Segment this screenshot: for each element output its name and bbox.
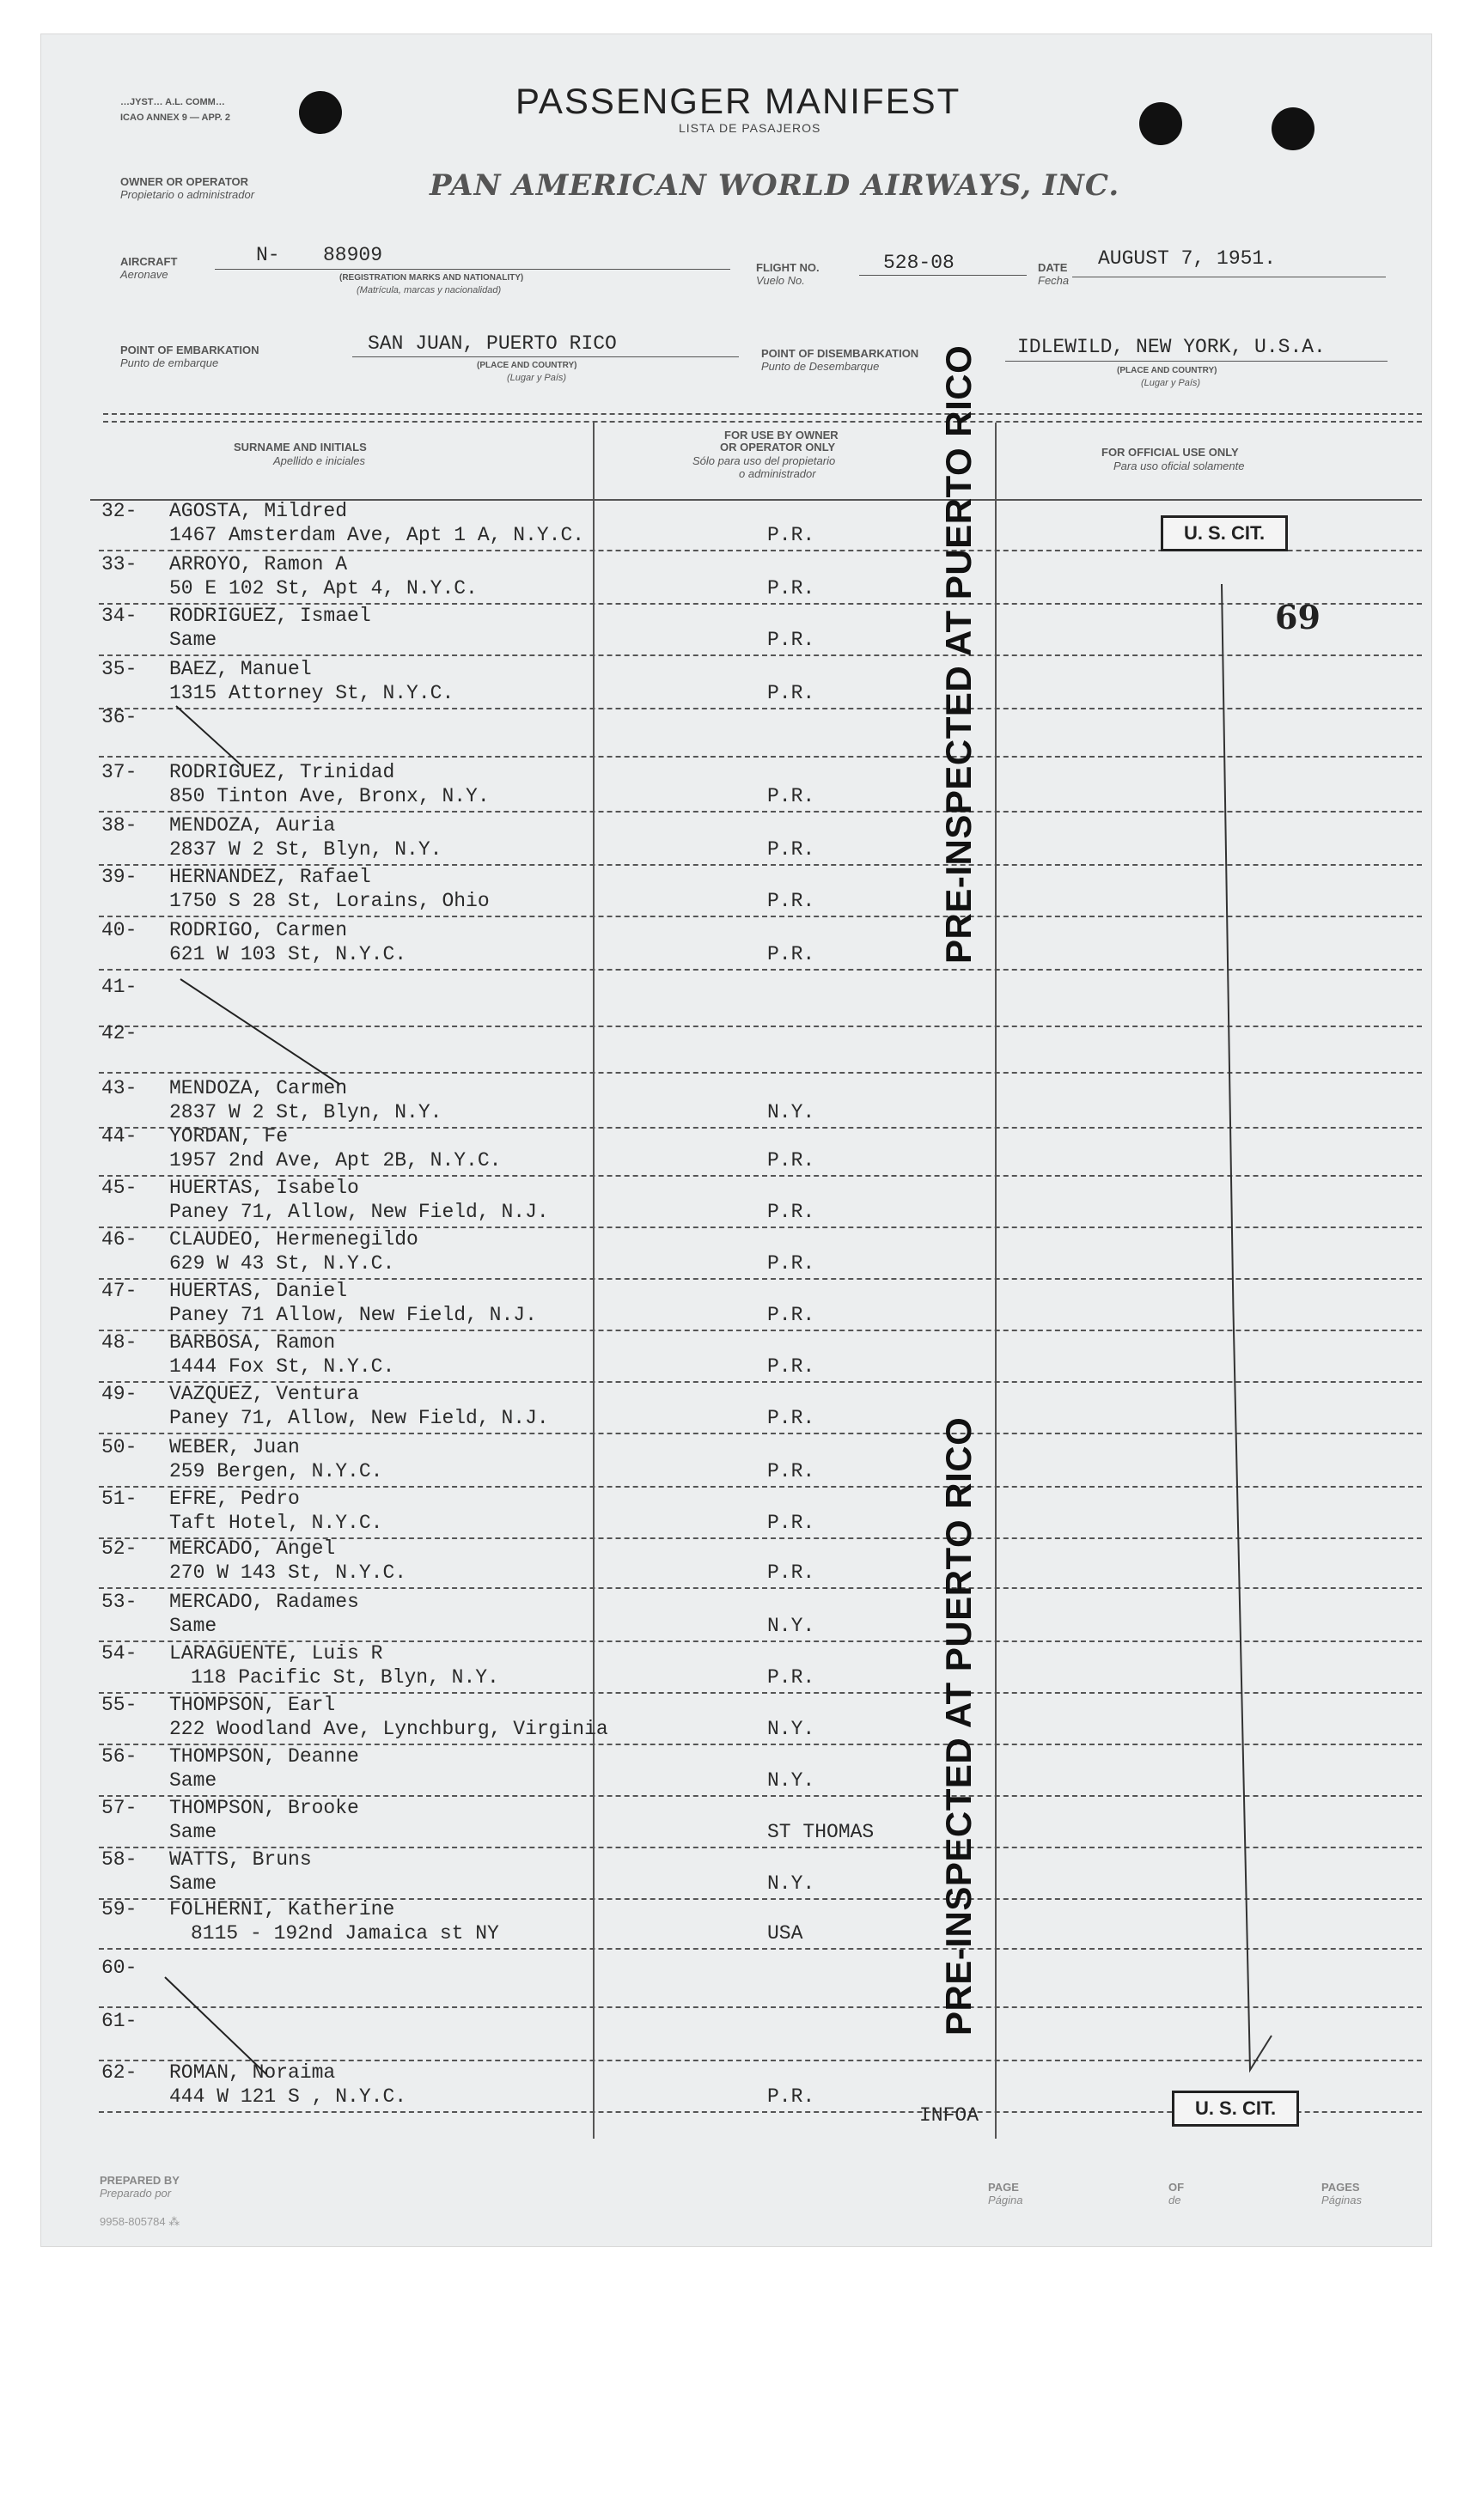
carrier-name: PAN AMERICAN WORLD AIRWAYS, INC. <box>430 168 1120 203</box>
passenger-name: ARROYO, Ramon A <box>169 553 348 575</box>
row-number: 32- <box>101 500 137 522</box>
col-surname-header-es: Apellido e iniciales <box>273 454 365 467</box>
row-number: 58- <box>101 1848 137 1871</box>
passenger-name: RODRIGUEZ, Ismael <box>169 605 371 627</box>
passenger-name: RODRIGUEZ, Trinidad <box>169 761 395 783</box>
row-number: 45- <box>101 1177 137 1199</box>
flight-label-es: Vuelo No. <box>756 274 805 287</box>
disembarkation-caption: (PLACE AND COUNTRY) <box>1117 366 1217 375</box>
disembarkation-caption-es: (Lugar y País) <box>1141 378 1201 388</box>
disembarkation-label-es: Punto de Desembarque <box>761 360 880 373</box>
owner-code: P.R. <box>767 838 815 861</box>
embarkation-label: POINT OF EMBARKATION <box>120 344 259 356</box>
passenger-address: 629 W 43 St, N.Y.C. <box>169 1252 395 1275</box>
owner-code: P.R. <box>767 524 815 546</box>
of-label-es: de <box>1168 2194 1181 2207</box>
passenger-address: 1444 Fox St, N.Y.C. <box>169 1355 395 1378</box>
corner-code-1: …JYST… A.L. COMM… <box>120 97 225 107</box>
embarkation-point: SAN JUAN, PUERTO RICO <box>368 332 617 355</box>
aircraft-caption: (REGISTRATION MARKS AND NATIONALITY) <box>339 273 524 283</box>
prepared-by-label-es: Preparado por <box>100 2187 172 2200</box>
row-number: 46- <box>101 1228 137 1251</box>
passenger-name: BAEZ, Manuel <box>169 658 312 680</box>
owner-code: ST THOMAS <box>767 1821 875 1843</box>
row-number: 48- <box>101 1331 137 1354</box>
row-number: 60- <box>101 1957 137 1979</box>
passenger-address: 8115 - 192nd Jamaica st NY <box>191 1922 499 1945</box>
row-number: 51- <box>101 1488 137 1510</box>
owner-code: P.R. <box>767 1460 815 1482</box>
passenger-address: 1315 Attorney St, N.Y.C. <box>169 682 454 704</box>
passenger-address: 259 Bergen, N.Y.C. <box>169 1460 383 1482</box>
passenger-name: EFRE, Pedro <box>169 1488 300 1510</box>
owner-code: P.R. <box>767 1666 815 1689</box>
prepared-by-label: PREPARED BY <box>100 2174 180 2187</box>
owner-code: P.R. <box>767 577 815 600</box>
date-label-es: Fecha <box>1038 274 1070 287</box>
row-number: 33- <box>101 553 137 575</box>
passenger-address: Same <box>169 629 217 651</box>
aircraft-label-es: Aeronave <box>120 268 168 281</box>
row-number: 62- <box>101 2061 137 2084</box>
row-number: 52- <box>101 1537 137 1560</box>
passenger-address: Same <box>169 1615 217 1637</box>
col-owner-header-1: FOR USE BY OWNER <box>724 429 839 441</box>
owner-code: P.R. <box>767 629 815 651</box>
passenger-address: 50 E 102 St, Apt 4, N.Y.C. <box>169 577 478 600</box>
page-label-es: Página <box>988 2194 1023 2207</box>
aircraft-registration: 88909 <box>323 244 383 266</box>
row-number: 41- <box>101 976 137 998</box>
embarkation-label-es: Punto de embarque <box>120 356 219 369</box>
row-number: 59- <box>101 1898 137 1920</box>
owner-code: P.R. <box>767 1304 815 1326</box>
passenger-name: MERCADO, Radames <box>169 1591 359 1613</box>
row-number: 56- <box>101 1745 137 1768</box>
row-number: 36- <box>101 706 137 728</box>
passenger-address: Paney 71 Allow, New Field, N.J. <box>169 1304 537 1326</box>
col-surname-header: SURNAME AND INITIALS <box>234 441 367 453</box>
row-number: 54- <box>101 1642 137 1665</box>
embarkation-caption-es: (Lugar y País) <box>507 373 567 383</box>
page-subtitle: LISTA DE PASAJEROS <box>679 121 821 135</box>
aircraft-label: AIRCRAFT <box>120 255 178 268</box>
passenger-name: FOLHERNI, Katherine <box>169 1898 395 1920</box>
owner-code: N.Y. <box>767 1769 815 1792</box>
page-label: PAGE <box>988 2181 1019 2194</box>
passenger-address: Paney 71, Allow, New Field, N.J. <box>169 1407 549 1429</box>
infoa-note: INFOA <box>919 2104 979 2127</box>
owner-code: N.Y. <box>767 1718 815 1740</box>
pre-inspected-stamp: PRE-INSPECTED AT PUERTO RICO <box>938 344 979 964</box>
owner-code: USA <box>767 1922 803 1945</box>
us-citizen-stamp: U. S. CIT. <box>1172 2091 1299 2127</box>
owner-code: N.Y. <box>767 1615 815 1637</box>
passenger-name: THOMPSON, Brooke <box>169 1797 359 1819</box>
passenger-name: CLAUDEO, Hermenegildo <box>169 1228 418 1251</box>
col-official-header: FOR OFFICIAL USE ONLY <box>1101 446 1239 459</box>
passenger-address: Same <box>169 1769 217 1792</box>
page-title: PASSENGER MANIFEST <box>515 81 961 121</box>
passenger-name: WATTS, Bruns <box>169 1848 312 1871</box>
row-number: 49- <box>101 1383 137 1405</box>
owner-label: OWNER OR OPERATOR <box>120 175 249 188</box>
owner-code: P.R. <box>767 1149 815 1172</box>
passenger-name: MENDOZA, Auria <box>169 814 336 837</box>
row-number: 37- <box>101 761 137 783</box>
owner-code: P.R. <box>767 682 815 704</box>
passenger-address: 850 Tinton Ave, Bronx, N.Y. <box>169 785 490 807</box>
owner-code: P.R. <box>767 1407 815 1429</box>
passenger-address: 621 W 103 St, N.Y.C. <box>169 943 407 965</box>
row-number: 47- <box>101 1280 137 1302</box>
passenger-address: 2837 W 2 St, Blyn, N.Y. <box>169 838 442 861</box>
passenger-name: HERNANDEZ, Rafael <box>169 866 371 888</box>
passenger-address: Taft Hotel, N.Y.C. <box>169 1512 383 1534</box>
pages-label: PAGES <box>1321 2181 1360 2194</box>
flight-label: FLIGHT NO. <box>756 261 820 274</box>
handwritten-count: 69 <box>1275 598 1321 636</box>
passenger-address: 444 W 121 S , N.Y.C. <box>169 2085 407 2108</box>
flight-number: 528-08 <box>883 252 955 274</box>
owner-code: P.R. <box>767 1561 815 1584</box>
row-number: 42- <box>101 1022 137 1044</box>
passenger-name: YORDAN, Fe <box>169 1125 289 1147</box>
passenger-name: AGOSTA, Mildred <box>169 500 348 522</box>
owner-code: P.R. <box>767 890 815 912</box>
embarkation-caption: (PLACE AND COUNTRY) <box>477 361 577 370</box>
passenger-address: Same <box>169 1821 217 1843</box>
passenger-address: 2837 W 2 St, Blyn, N.Y. <box>169 1101 442 1123</box>
of-label: OF <box>1168 2181 1185 2194</box>
passenger-address: Paney 71, Allow, New Field, N.J. <box>169 1201 549 1223</box>
passenger-address: 118 Pacific St, Blyn, N.Y. <box>191 1666 499 1689</box>
owner-code: N.Y. <box>767 1101 815 1123</box>
col-official-header-es: Para uso oficial solamente <box>1113 460 1245 472</box>
passenger-name: HUERTAS, Isabelo <box>169 1177 359 1199</box>
disembarkation-point: IDLEWILD, NEW YORK, U.S.A. <box>1017 336 1326 358</box>
pre-inspected-stamp: PRE-INSPECTED AT PUERTO RICO <box>938 1416 979 2036</box>
row-number: 61- <box>101 2010 137 2032</box>
row-number: 38- <box>101 814 137 837</box>
row-number: 35- <box>101 658 137 680</box>
owner-code: P.R. <box>767 1252 815 1275</box>
owner-code: P.R. <box>767 2085 815 2108</box>
row-number: 39- <box>101 866 137 888</box>
passenger-name: ROMAN, Noraima <box>169 2061 336 2084</box>
row-number: 53- <box>101 1591 137 1613</box>
row-number: 44- <box>101 1125 137 1147</box>
owner-code: P.R. <box>767 1512 815 1534</box>
passenger-name: THOMPSON, Earl <box>169 1694 336 1716</box>
aircraft-prefix: N- <box>256 244 280 266</box>
passenger-name: LARAGUENTE, Luis R <box>169 1642 383 1665</box>
aircraft-caption-es: (Matrícula, marcas y nacionalidad) <box>357 285 502 295</box>
flight-date: AUGUST 7, 1951. <box>1098 247 1277 270</box>
owner-code: N.Y. <box>767 1872 815 1895</box>
passenger-name: MENDOZA, Carmen <box>169 1077 348 1099</box>
pages-label-es: Páginas <box>1321 2194 1362 2207</box>
row-number: 50- <box>101 1436 137 1458</box>
owner-code: P.R. <box>767 1355 815 1378</box>
us-citizen-stamp: U. S. CIT. <box>1161 515 1288 551</box>
passenger-address: 1467 Amsterdam Ave, Apt 1 A, N.Y.C. <box>169 524 585 546</box>
passenger-address: 1750 S 28 St, Lorains, Ohio <box>169 890 490 912</box>
passenger-address: 1957 2nd Ave, Apt 2B, N.Y.C. <box>169 1149 502 1172</box>
date-label: DATE <box>1038 261 1068 274</box>
form-number: 9958-805784 ⁂ <box>100 2215 180 2228</box>
col-owner-header-2: OR OPERATOR ONLY <box>720 441 836 453</box>
passenger-name: HUERTAS, Daniel <box>169 1280 348 1302</box>
owner-code: P.R. <box>767 785 815 807</box>
row-number: 57- <box>101 1797 137 1819</box>
col-owner-header-es1: Sólo para uso del propietario <box>692 454 836 467</box>
row-number: 40- <box>101 919 137 941</box>
passenger-name: RODRIGO, Carmen <box>169 919 348 941</box>
passenger-name: VAZQUEZ, Ventura <box>169 1383 359 1405</box>
disembarkation-label: POINT OF DISEMBARKATION <box>761 347 919 360</box>
col-owner-header-es2: o administrador <box>739 467 816 480</box>
row-number: 55- <box>101 1694 137 1716</box>
row-number: 34- <box>101 605 137 627</box>
owner-label-es: Propietario o administrador <box>120 188 255 201</box>
passenger-name: WEBER, Juan <box>169 1436 300 1458</box>
corner-code-2: ICAO ANNEX 9 — APP. 2 <box>120 113 230 123</box>
passenger-name: THOMPSON, Deanne <box>169 1745 359 1768</box>
owner-code: P.R. <box>767 943 815 965</box>
owner-code: P.R. <box>767 1201 815 1223</box>
row-number: 43- <box>101 1077 137 1099</box>
passenger-address: 270 W 143 St, N.Y.C. <box>169 1561 407 1584</box>
passenger-address: 222 Woodland Ave, Lynchburg, Virginia <box>169 1718 608 1740</box>
passenger-name: MERCADO, Angel <box>169 1537 336 1560</box>
passenger-name: BARBOSA, Ramon <box>169 1331 336 1354</box>
passenger-address: Same <box>169 1872 217 1895</box>
